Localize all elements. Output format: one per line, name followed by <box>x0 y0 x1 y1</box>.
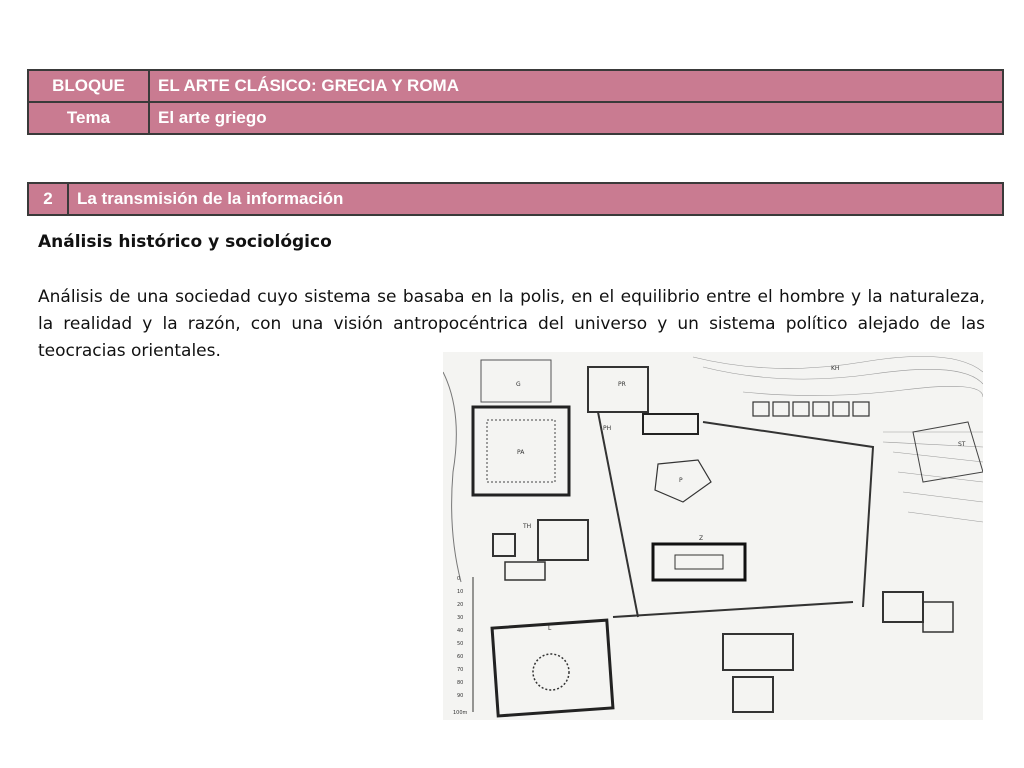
building-east-2 <box>923 602 953 632</box>
section-number: 2 <box>28 183 68 215</box>
hill-hatching <box>693 356 983 522</box>
bloque-value: EL ARTE CLÁSICO: GRECIA Y ROMA <box>149 70 1003 102</box>
building-se-2 <box>733 677 773 712</box>
label-p: P <box>679 477 683 484</box>
scale-40: 40 <box>457 628 464 634</box>
building-th <box>538 520 588 560</box>
label-l: L <box>548 625 552 632</box>
scale-0: 0 <box>457 576 461 582</box>
scale-bar <box>453 576 473 716</box>
temple-z-cella <box>675 555 723 569</box>
stadium-st <box>913 422 983 482</box>
building-east-1 <box>883 592 923 622</box>
scale-100m: 100m <box>453 710 468 716</box>
building-l-court <box>533 654 569 690</box>
agora-site-plan <box>443 352 983 720</box>
building-l <box>492 620 613 716</box>
main-road <box>598 412 638 617</box>
tema-row <box>28 102 1003 134</box>
label-g: G <box>516 381 521 388</box>
scale-60: 60 <box>457 654 464 660</box>
temple-north <box>643 414 698 434</box>
bloque-row <box>28 70 1003 102</box>
content-heading: Análisis histórico y sociológico <box>38 232 332 252</box>
pentagon-p <box>655 460 711 502</box>
tema-value: El arte griego <box>149 102 1003 134</box>
building-small <box>505 562 545 580</box>
scale-80: 80 <box>457 680 464 686</box>
label-kh: KH <box>831 365 840 372</box>
section-header-table <box>27 182 1004 216</box>
scale-50: 50 <box>457 641 464 647</box>
building-round <box>493 534 515 556</box>
bloque-key: BLOQUE <box>28 70 149 102</box>
label-th: TH <box>523 523 532 530</box>
content-paragraph: Análisis de una sociedad cuyo sistema se basaba en la polis, en el equilibrio entre el hombre y la naturaleza, la realidad y la razón, con una visión antropocéntrica del universo y un sistema político alejado de las teocracias orientales. <box>38 287 985 361</box>
scale-30: 30 <box>457 615 464 621</box>
scale-10: 10 <box>457 589 464 595</box>
label-ph: PH <box>603 425 612 432</box>
building-se-1 <box>723 634 793 670</box>
section-row <box>28 183 1003 215</box>
building-pr <box>588 367 648 412</box>
tema-key: Tema <box>28 102 149 134</box>
label-pa: PA <box>517 449 525 456</box>
label-st: ST <box>958 441 966 448</box>
scale-20: 20 <box>457 602 464 608</box>
bloque-header-table <box>27 69 1004 135</box>
temple-z <box>653 544 745 580</box>
scale-70: 70 <box>457 667 464 673</box>
stoa-row <box>753 402 869 416</box>
label-z: Z <box>699 535 704 542</box>
label-pr: PR <box>618 381 626 388</box>
scale-90: 90 <box>457 693 464 699</box>
left-road <box>443 372 461 582</box>
section-title: La transmisión de la información <box>68 183 1003 215</box>
south-road <box>613 602 853 617</box>
